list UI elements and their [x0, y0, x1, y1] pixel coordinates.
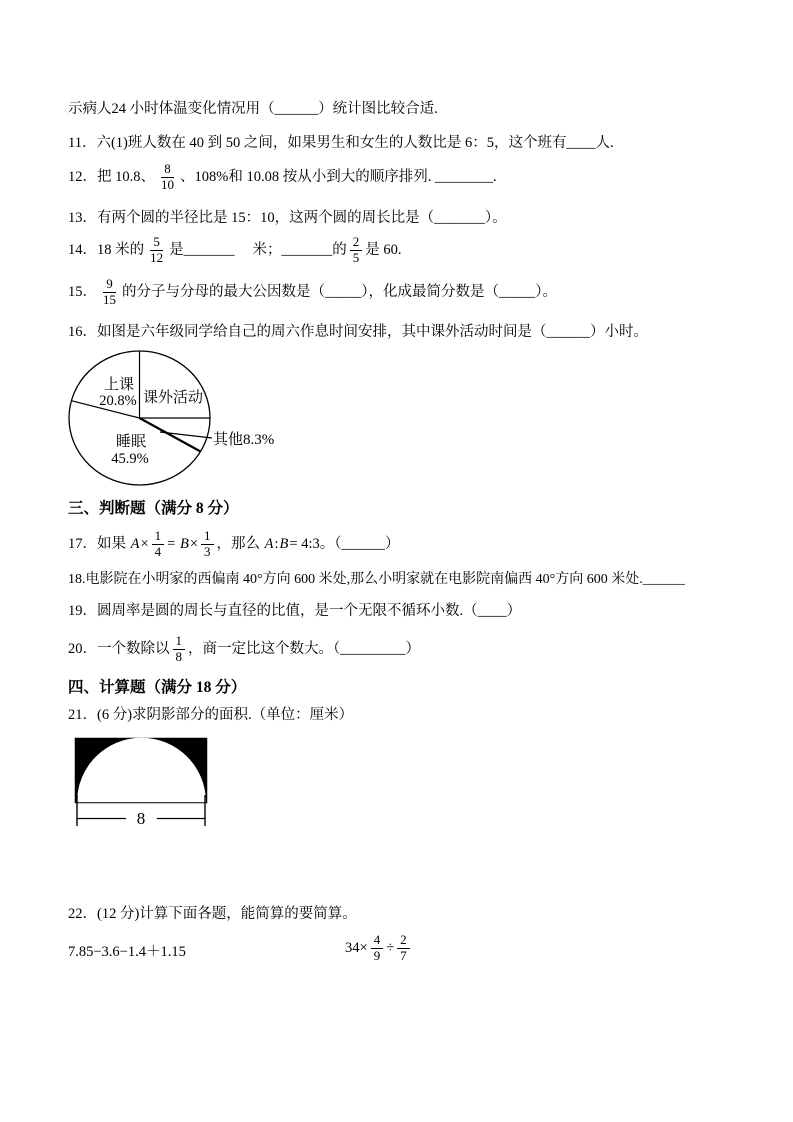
text-run: :: [274, 535, 279, 552]
fraction: [371, 933, 384, 963]
fraction: [350, 235, 363, 265]
q11: [68, 134, 614, 152]
fraction-denominator: 5: [352, 249, 360, 265]
text-run: 16．如图是六年级同学给自己的周六作息时间安排，其中课外活动时间是（______）小时。: [68, 324, 648, 340]
pie-radius-sleep-other: [140, 418, 201, 452]
text-run: 18.电影院在小明家的西偏南 40°方向 600 米处,那么小明家就在电影院南偏西 40°方向 600 米处.______: [68, 572, 685, 587]
q17: [68, 520, 400, 568]
q14: [68, 234, 402, 266]
pie-chart-figure: [62, 348, 297, 493]
fraction: [152, 529, 165, 559]
fraction-numerator: 8: [161, 162, 174, 177]
q12: [68, 160, 497, 194]
text-run: 的分子与分母的最大公因数是（_____），化成最简分数是（_____）。: [122, 283, 557, 300]
text-run: ×: [140, 535, 149, 552]
text-run: ，那么: [216, 535, 264, 552]
fraction: [147, 235, 166, 265]
fraction-numerator: 1: [173, 634, 186, 649]
expr-1: [68, 943, 186, 961]
text-run: ×: [189, 535, 199, 552]
text-run: ，商一定比这个数大。（_________）: [188, 640, 420, 657]
text-run: 21．(6 分)求阴影部分的面积.（单位：厘米）: [68, 707, 354, 723]
fraction-denominator: 12: [150, 249, 164, 265]
fraction-numerator: 4: [371, 933, 384, 948]
text-run: 15．: [68, 283, 97, 300]
fraction-numerator: 1: [152, 529, 165, 544]
q13: [68, 209, 507, 227]
pie-pct-sleep: 45.9%: [111, 451, 149, 467]
pie-label-activity: 课外活动: [143, 390, 204, 406]
text-run: 是 60.: [365, 241, 402, 258]
text-run: 三、判断题（满分 8 分）: [68, 500, 239, 517]
fraction-denominator: 9: [373, 947, 381, 963]
text-run: 19．圆周率是圆的周长与直径的比值，是一个无限不循环小数.（____）: [68, 603, 522, 619]
text-run: ÷: [386, 939, 395, 956]
text-run: =: [167, 535, 179, 552]
pie-label-sleep: 睡眠: [115, 434, 147, 450]
dimension-label: 8: [136, 809, 146, 828]
fraction-denominator: 4: [154, 543, 162, 559]
math-variable: B: [179, 535, 189, 552]
q15: [68, 274, 557, 310]
q21: [68, 706, 353, 724]
text-run: 17．如果: [68, 535, 130, 552]
text-run: 13．有两个圆的半径比是 15：10，这两个圆的周长比是（_______）。: [68, 210, 507, 226]
fraction-denominator: 7: [400, 947, 407, 963]
fraction-numerator: 5: [150, 235, 163, 250]
fraction: [100, 277, 119, 307]
text-run: 、108%和 10.08 按从小到大的顺序排列. ________.: [180, 168, 497, 185]
q16: [68, 323, 648, 341]
fraction-numerator: 1: [201, 529, 214, 544]
q22: [68, 905, 357, 923]
text-run: 7.85−3.6−1.4＋1.15: [68, 944, 186, 960]
text-run: 12．把 10.8、: [68, 168, 155, 185]
fraction-denominator: 15: [103, 291, 116, 307]
section-3-heading: [68, 499, 239, 518]
fraction-denominator: 8: [175, 648, 182, 664]
math-variable: B: [279, 535, 289, 552]
fraction: [173, 634, 186, 664]
section-4-heading: [68, 678, 246, 697]
text-run: 22．(12 分)计算下面各题，能简算的要简算。: [68, 906, 357, 922]
pie-label-other: 其他8.3%: [213, 432, 275, 448]
fraction: [397, 933, 410, 963]
q18: [68, 571, 685, 589]
text-run: 11．六(1)班人数在 40 到 50 之间，如果男生和女生的人数比是 6：5，这个班有____人.: [68, 135, 614, 151]
fraction-denominator: 10: [161, 176, 174, 192]
shaded-area-figure: [70, 733, 220, 833]
math-variable: A: [130, 535, 140, 552]
expr-2: [345, 925, 413, 971]
q20: [68, 630, 420, 668]
fraction-numerator: 2: [350, 235, 363, 250]
pie-label-class: 上课: [103, 377, 135, 393]
text-run: 14．18 米的: [68, 241, 145, 258]
text-run: 20．一个数除以: [68, 640, 170, 657]
text-run: 是_______ 米；_______的: [169, 241, 347, 258]
pie-leader-line: [160, 432, 212, 438]
fraction: [201, 529, 214, 559]
text-run: 34×: [345, 939, 368, 956]
fraction-denominator: 3: [204, 543, 211, 559]
pie-pct-class: 20.8%: [99, 393, 137, 409]
text-run: = 4:3。（______）: [289, 535, 400, 552]
fraction-numerator: 2: [397, 933, 410, 948]
q19: [68, 602, 521, 620]
math-variable: A: [264, 535, 274, 552]
q10-continuation: [68, 100, 438, 118]
fraction-numerator: 9: [103, 277, 116, 292]
fraction: [158, 162, 177, 192]
text-run: 四、计算题（满分 18 分）: [68, 679, 247, 696]
text-run: 示病人24 小时体温变化情况用（______）统计图比较合适.: [68, 101, 438, 117]
